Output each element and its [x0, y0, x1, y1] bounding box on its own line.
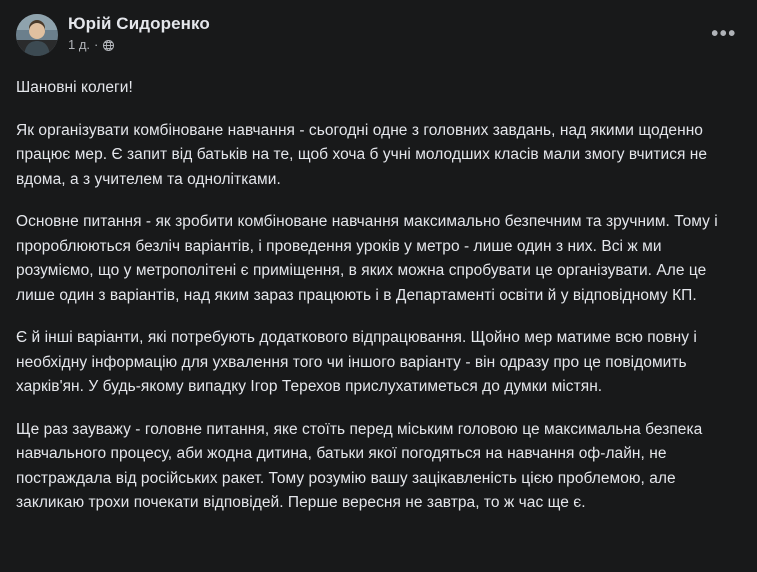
avatar[interactable]	[16, 14, 58, 56]
globe-icon[interactable]	[102, 39, 115, 52]
post-meta	[68, 37, 210, 53]
post-options-menu-icon[interactable]	[707, 20, 741, 54]
post-paragraph: Основне питання - як зробити комбіноване навчання максимально безпечним та зручним. Тому і пророблюються безліч варіантів, і проведення уроків у метро - лише один з них. Всі ж ми розуміємо, що у метрополітені є приміщення, в яких можна спробувати це організувати. Але це лише один з варіантів, над яким зараз працюють і в Департаменті освіти й у відповідному КП.	[16, 213, 718, 304]
post-paragraph: Ще раз зауважу - головне питання, яке стоїть перед міським головою це максимальна безпека навчального процесу, аби жодна дитина, батьки якої погодяться на навчання оф-лайн, не постраждала від російських ракет. Тому розумію вашу зацікавленість цією проблемою, але закликаю трохи почекати відповідей. Перше вересня не завтра, то ж час ще є.	[16, 420, 703, 511]
post-body	[16, 76, 741, 516]
author-name[interactable]: Юрій Сидоренко	[68, 14, 210, 33]
avatar-image	[16, 14, 58, 56]
post-timestamp[interactable]: 1 д.	[68, 37, 91, 52]
post-options-menu-label: •••	[711, 23, 737, 45]
post-paragraph: Як організувати комбіноване навчання - сьогодні одне з головних завдань, над якими щоденно працює мер. Є запит від батьків на те, щоб хоча б учні молодших класів мали змогу вчитися не вдома, а з учителем та однолітками.	[16, 121, 708, 188]
post-header-text	[68, 12, 210, 53]
post-paragraph: Є й інші варіанти, які потребують додаткового відпрацювання. Щойно мер матиме всю повну і необхідну інформацію для ухвалення того чи іншого варіанту - він одразу про це повідомить харків'ян. У будь-якому випадку Ігор Терехов прислухатиметься до думки містян.	[16, 329, 697, 395]
meta-separator: ·	[94, 37, 99, 52]
post-header	[16, 12, 741, 68]
post-paragraph: Шановні колеги!	[16, 79, 133, 96]
